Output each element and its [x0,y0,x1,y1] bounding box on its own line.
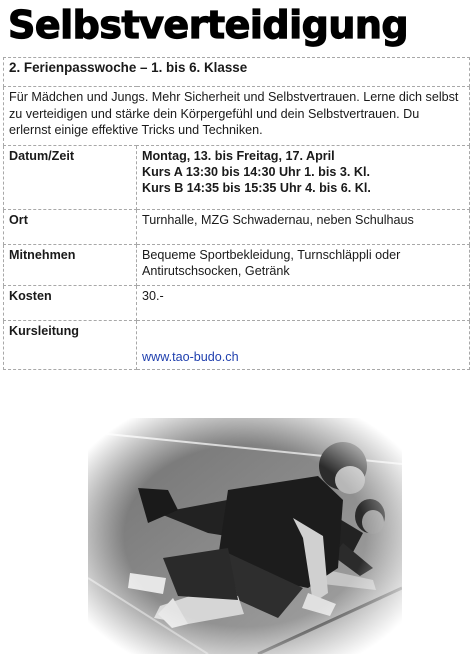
table-row [4,210,470,245]
table-row [4,146,470,210]
row-label-datum: Datum/Zeit [4,146,137,210]
row-value-datum [137,146,470,210]
course-intro: Für Mädchen und Jungs. Mehr Sicherheit und Selbstvertrauen. Lerne dich selbst zu verteidigen und stärke dein Körpergefühl und dein Selbstvertrauen. Du erlernst einige effektive Tricks und Techniken. [4,87,470,146]
row-label-ort: Ort [4,210,137,245]
wrestling-photo [88,418,402,654]
row-label-kursleitung: Kursleitung [4,321,137,370]
table-row [4,321,470,370]
page-title: Selbstverteidigung [8,3,409,47]
website-link[interactable]: www.tao-budo.ch [142,350,239,364]
row-value-kursleitung [137,321,470,370]
datum-line-3: Kurs B 14:35 bis 15:35 Uhr 4. bis 6. Kl. [142,181,371,195]
intro-row [4,87,470,146]
table-row [4,286,470,321]
table-row [4,245,470,286]
row-value-ort: Turnhalle, MZG Schwadernau, neben Schulhaus [137,210,470,245]
row-label-kosten: Kosten [4,286,137,321]
row-value-kosten: 30.- [137,286,470,321]
row-value-mitnehmen: Bequeme Sportbekleidung, Turnschläppli oder Antirutschsocken, Getränk [137,245,470,286]
datum-line-2: Kurs A 13:30 bis 14:30 Uhr 1. bis 3. Kl. [142,165,370,179]
subtitle-row [4,58,470,87]
course-info-table [3,57,470,370]
course-subtitle: 2. Ferienpasswoche – 1. bis 6. Klasse [4,58,470,87]
datum-line-1: Montag, 13. bis Freitag, 17. April [142,149,335,163]
row-label-mitnehmen: Mitnehmen [4,245,137,286]
